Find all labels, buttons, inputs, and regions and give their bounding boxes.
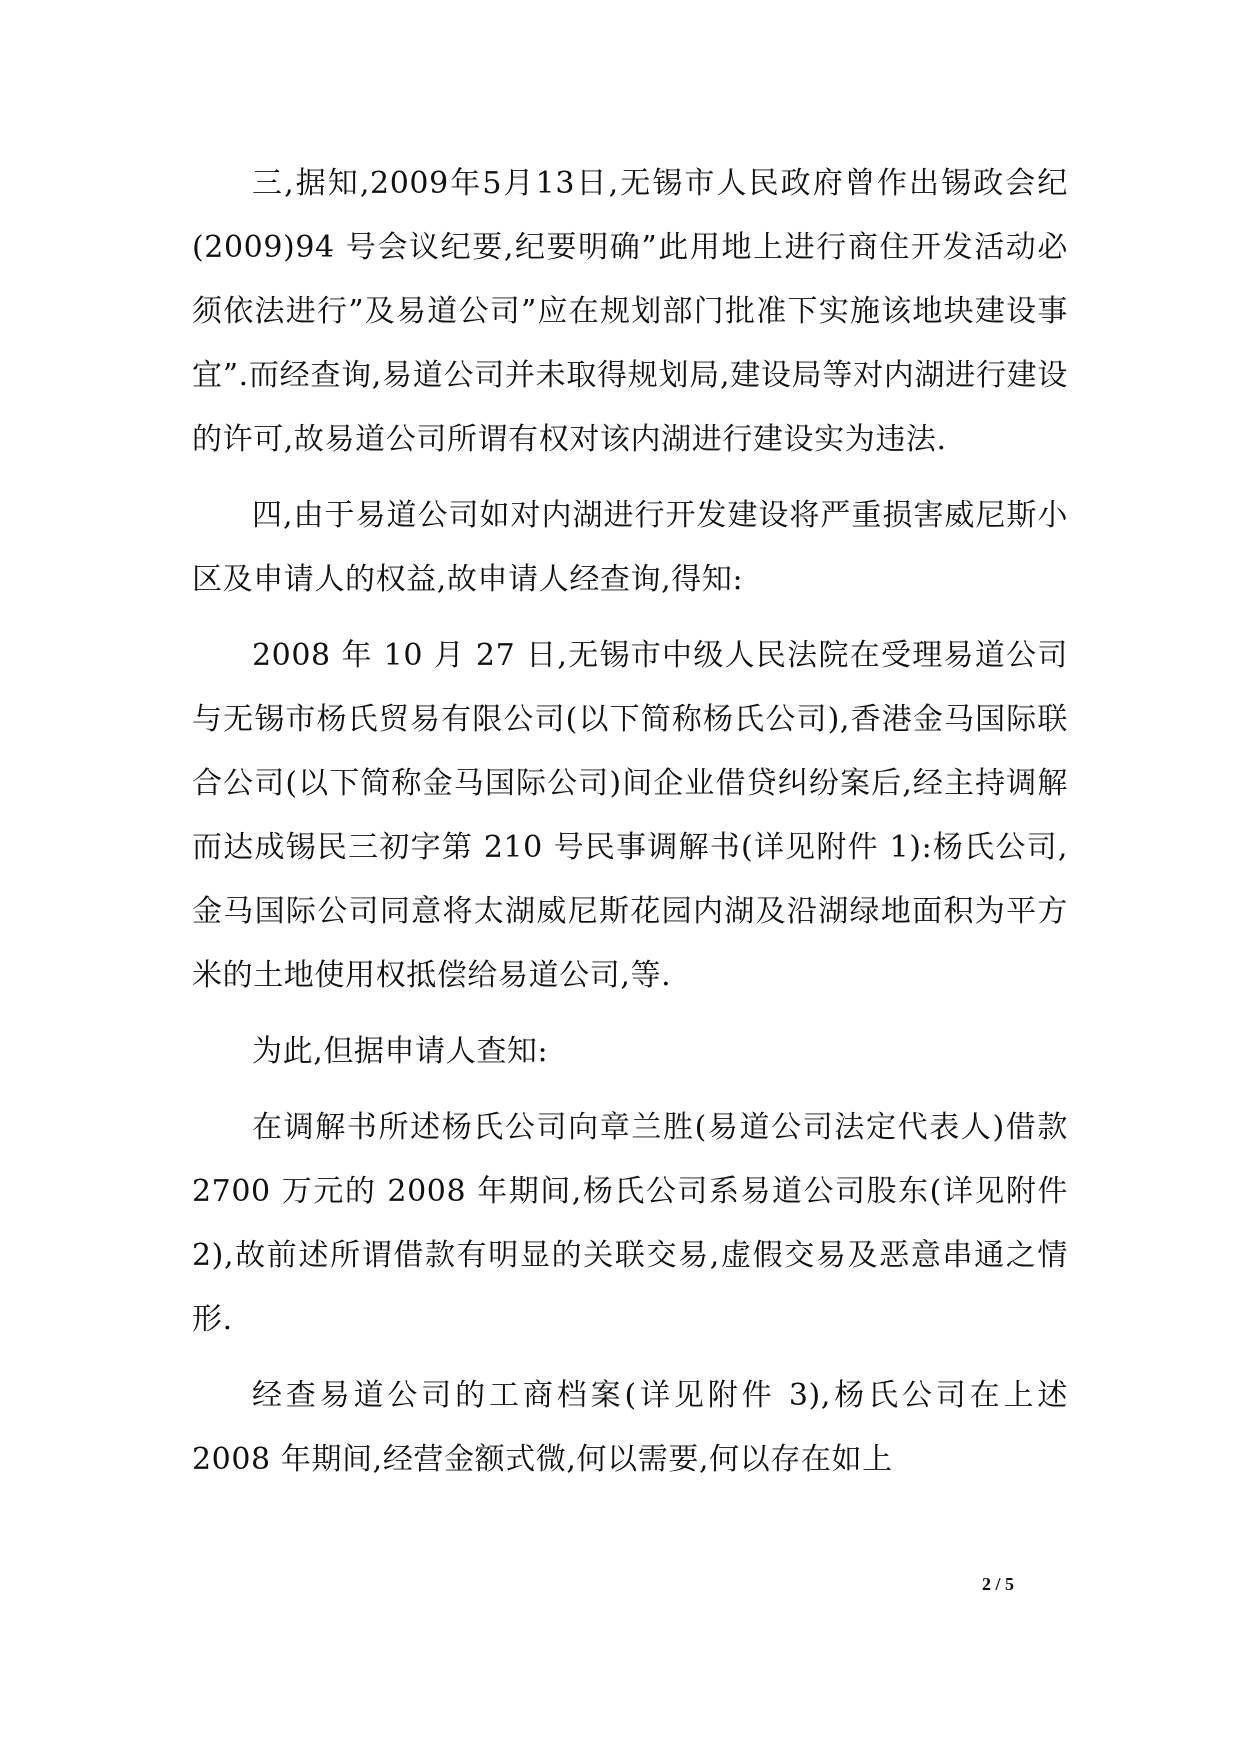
paragraph-4-inquiry-intro: 四,由于易道公司如对内湖进行开发建设将严重损害威尼斯小区及申请人的权益,故申请人经查询,得知: xyxy=(192,498,1068,597)
paragraph-3-zoning-violation: 三,据知,2009年5月13日,无锡市人民政府曾作出锡政会纪(2009)94 号会议纪要,纪要明确”此用地上进行商住开发活动必须依法进行”及易道公司”应在规划部门批准下实施该地块建设事宜”.而经查询,易道公司并未取得规划局,建设局等对内湖进行建设的许可,故易道公司所谓有权对该内湖进行建设实为违法. xyxy=(192,166,1068,457)
paragraph-court-mediation: 2008 年 10 月 27 日,无锡市中级人民法院在受理易道公司与无锡市杨氏贸易有限公司(以下简称杨氏公司),香港金马国际联合公司(以下简称金马国际公司)间企业借贷纠纷案后,经主持调解而达成锡民三初字第 210 号民事调解书(详见附件 1):杨氏公司,金马国际公司同意将太湖威尼斯花园内湖及沿湖绿地面积为平方米的土地使用权抵偿给易道公司,等. xyxy=(192,638,1068,993)
document-body xyxy=(192,152,1068,1492)
paragraph-loan-related-party: 在调解书所述杨氏公司向章兰胜(易道公司法定代表人)借款 2700 万元的 2008 年期间,杨氏公司系易道公司股东(详见附件 2),故前述所谓借款有明显的关联交易,虚假交易及恶意串通之情形. xyxy=(192,1110,1068,1337)
paragraph-findings-intro: 为此,但据申请人查知: xyxy=(252,1034,549,1069)
paragraph-business-records: 经查易道公司的工商档案(详见附件 3),杨氏公司在上述 2008 年期间,经营金额式微,何以需要,何以存在如上 xyxy=(192,1378,1068,1477)
page-number: 2 / 5 xyxy=(981,1574,1014,1594)
